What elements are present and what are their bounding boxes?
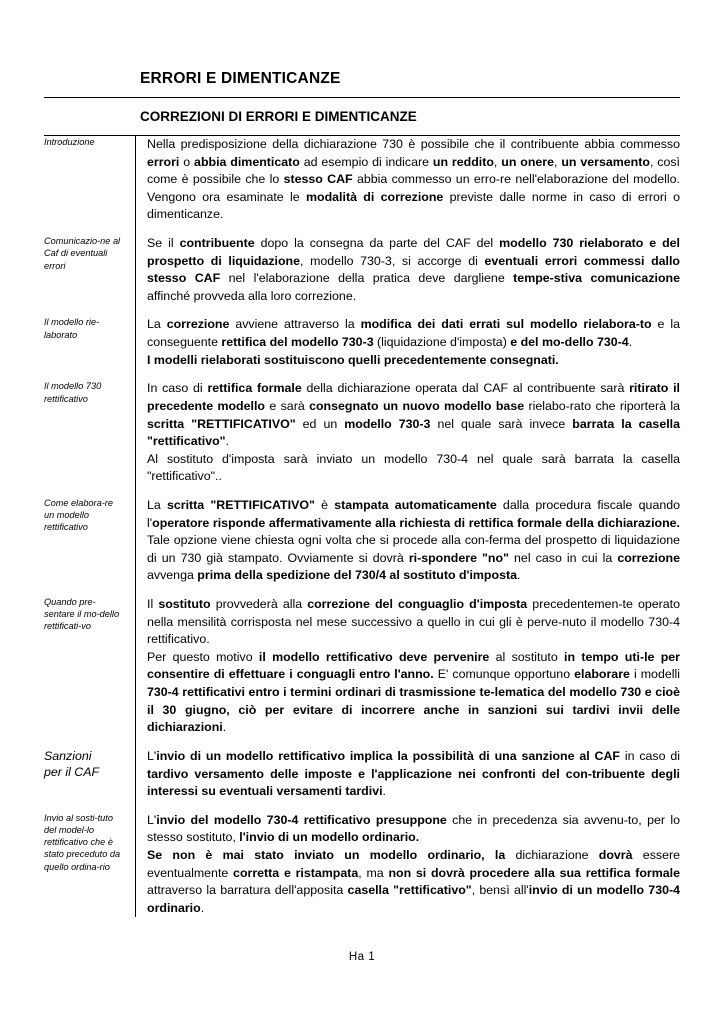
margin-note: Il modello rie-laborato <box>44 317 100 340</box>
document-section <box>44 235 680 305</box>
document-section <box>44 136 680 224</box>
document-section <box>44 748 680 801</box>
document-body <box>44 70 680 963</box>
margin-note: Come elabora-re un modello rettificativo <box>44 497 113 533</box>
document-section <box>44 497 680 585</box>
section-paragraph: Nella predisposizione della dichiarazione 730 è possibile che il contribuente abbia commesso errori o abbia dimenticato ad esempio di indicare un reddito, un onere, un versamento, così come è possibile che lo stesso CAF abbia commesso un erro-re nell'elaborazione del modello. Vengono ora esaminate le modalità di correzione previste dalle norme in caso di errori o dimenticanze. <box>147 137 680 222</box>
section-paragraph: La scritta "RETTIFICATIVO" è stampata automaticamente dalla procedura fiscale quando l'operatore risponde affermativamente alla richiesta di rettifica formale della dichiarazione. Tale opzione viene chiesta ogni volta che si procede alla con-ferma del prospetto di liquidazione di un 730 già stampato. Ovviamente si dovrà ri-spondere "no" nel caso in cui la correzione avvenga prima della spedizione del 730/4 al sostituto d'imposta. <box>147 497 681 583</box>
margin-note: Quando pre-sentare il mo-dello rettificati-vo <box>44 597 120 632</box>
section-paragraph: L'invio del modello 730-4 rettificativo presuppone che in precedenza sia avvenu-to, per lo stesso sostituto, l'invio di un modello ordinario. Se non è mai stato inviato un modello ordinario, la dichiarazione dovrà essere eventualmente corretta e ristampata, ma non si dovrà procedere alla sua rettifica formale attraverso la barratura dell'apposita casella "rettificativo", bensì all'invio di un modello 730-4 ordinario. <box>147 812 680 915</box>
margin-note: Invio al sosti-tuto del model-lo rettificativo che è stato preceduto da quello ordina-rio <box>44 812 121 872</box>
document-section <box>44 596 680 737</box>
margin-note: Il modello 730 rettificativo <box>44 381 102 404</box>
section-paragraph: Se il contribuente dopo la consegna da parte del CAF del modello 730 rielaborato e del prospetto di liquidazione, modello 730-3, si accorge di eventuali errori commessi dallo stesso CAF nel l'elaborazione della pratica deve dargliene tempe-stiva comunicazione affinché provveda alla loro correzione. <box>147 236 681 303</box>
section-paragraph: Il sostituto provvederà alla correzione del conguaglio d'imposta precedentemen-te operato nella mensilità corrisposta nel mese successivo a quello in cui gli è perve-nuto il modello 730-4 rettificativo. Per questo motivo il modello rettificativo deve pervenire al sostituto in tempo uti-le per consentire di effettuare i conguagli entro l'anno. E' comunque opportuno elaborare i modelli 730-4 rettificativi entro i termini ordinari di trasmissione te-lematica del modello 730 e cioè il 30 giugno, ciò per evitare di incorrere anche in sanzioni sui tardivi invii delle dichiarazioni. <box>147 597 681 735</box>
sections-list <box>44 136 680 917</box>
section-paragraph: La correzione avviene attraverso la modifica dei dati errati sul modello rielabora-to e la conseguente rettifica del modello 730-3 (liquidazione d'imposta) e del mo-dello 730-4. I modelli rielaborati sostituiscono quelli precedentemente consegnati. <box>147 317 680 367</box>
margin-note: Sanzioni per il CAF <box>44 748 100 780</box>
page-footer: Ha 1 <box>348 951 376 964</box>
page-title: ERRORI E DIMENTICANZE <box>140 70 341 87</box>
body-columns <box>44 136 680 917</box>
document-section <box>44 380 680 486</box>
document-section <box>44 316 680 369</box>
margin-note: Introduzione <box>44 137 95 147</box>
column-divider <box>135 136 136 917</box>
section-paragraph: In caso di rettifica formale della dichiarazione operata dal CAF al contribuente sarà ritirato il precedente modello e sarà consegnato un nuovo modello base rielabo-rato che riporterà la scritta "RETTIFICATIVO" ed un modello 730-3 nel quale sarà invece barrata la casella "rettificativo". Al sostituto d'imposta sarà inviato un modello 730-4 nel quale sarà barrata la casella "rettificativo".. <box>147 381 680 484</box>
section-paragraph: L'invio di un modello rettificativo implica la possibilità di una sanzione al CAF in caso di tardivo versamento delle imposte e l'applicazione nei confronti del con-tribuente degli interessi su eventuali versamenti tardivi. <box>147 748 680 799</box>
margin-note: Comunicazio-ne al Caf di eventuali errori <box>44 236 121 271</box>
section-subtitle: CORREZIONI DI ERRORI E DIMENTICANZE <box>140 109 417 124</box>
document-section <box>44 812 680 918</box>
